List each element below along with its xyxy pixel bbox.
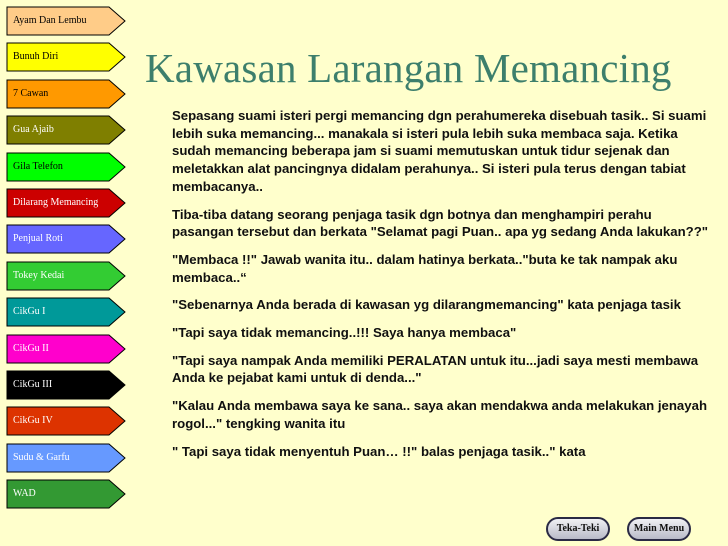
nav-item-dilarang-memancing[interactable] [6,188,126,218]
nav-item-label: Penjual Roti [13,233,63,244]
nav-item-bunuh-diri[interactable] [6,42,126,72]
nav-item-label: Dilarang Memancing [13,197,99,208]
story-paragraph: "Membaca !!" Jawab wanita itu.. dalam hatinya berkata.."buta ke tak nampak aku membaca..“ [172,251,678,285]
nav-item-label: Tokey Kedai [13,270,65,281]
nav-item-cikgu-iii[interactable] [6,370,126,400]
nav-item-tokey-kedai[interactable] [6,261,126,291]
nav-item-cikgu-iv[interactable] [6,406,126,436]
sidebar-nav [0,0,130,546]
nav-item-sudu-and-garfu[interactable] [6,443,126,473]
story-paragraph: "Kalau Anda membawa saya ke sana.. saya akan mendakwa anda melakukan jenayah rogol..." tengking wanita itu [172,398,707,431]
story-paragraph: "Tapi saya nampak Anda memiliki PERALATAN untuk itu...jadi saya mesti membawa Anda ke pejabat kami untuk di denda..." [172,352,699,386]
nav-item-label: CikGu I [13,306,46,317]
nav-item-wad[interactable] [6,479,126,509]
nav-item-label: Bunuh Diri [13,51,59,62]
nav-item-cikgu-ii[interactable] [6,334,126,364]
story-paragraph: "Tapi saya tidak memancing..!!! Saya hanya membaca" [172,325,517,341]
nav-item-label: 7 Cawan [13,88,49,99]
nav-item-label: Sudu & Garfu [13,452,70,463]
nav-item-label: Ayam Dan Lembu [13,15,87,26]
nav-item-ayam-dan-lembu[interactable] [6,6,126,36]
story-paragraph: Tiba-tiba datang seorang penjaga tasik dgn botnya dan menghampiri perahu pasangan tersebut dan berkata "Selamat pagi Puan.. apa yg sedang Anda lakukan??" [172,206,708,240]
main-menu-button[interactable]: Main Menu [627,517,691,541]
nav-item-label: CikGu IV [13,415,53,426]
story-paragraph: "Sebenarnya Anda berada di kawasan yg dilarangmemancing" kata penjaga tasik [172,297,681,313]
nav-item-label: WAD [13,488,36,499]
nav-item-label: Gila Telefon [13,161,63,172]
nav-item-penjual-roti[interactable] [6,224,126,254]
nav-item-label: CikGu II [13,343,49,354]
nav-item-7-cawan[interactable] [6,79,126,109]
story-paragraph: Sepasang suami isteri pergi memancing dgn perahumereka disebuah tasik.. Si suami lebih suka memancing... manakala si isteri pula lebih suka membaca saja. Ketika sudah memancing beberapa jam si suami memutuskan untuk tidur sejenak dan meletakkan alat pancingnya didalam perahunya.. Si isteri pula terus dengan tabiat membacanya.. [172,108,707,194]
story-text [172,107,712,470]
nav-item-gila-telefon[interactable] [6,152,126,182]
nav-item-label: Gua Ajaib [13,124,54,135]
page-title: Kawasan Larangan Memancing [145,45,672,91]
teka-teki-button[interactable]: Teka-Teki [546,517,610,541]
nav-item-gua-ajaib[interactable] [6,115,126,145]
story-paragraph: " Tapi saya tidak menyentuh Puan… !!" balas penjaga tasik.." kata [172,443,586,459]
nav-item-label: CikGu III [13,379,53,390]
nav-item-cikgu-i[interactable] [6,297,126,327]
